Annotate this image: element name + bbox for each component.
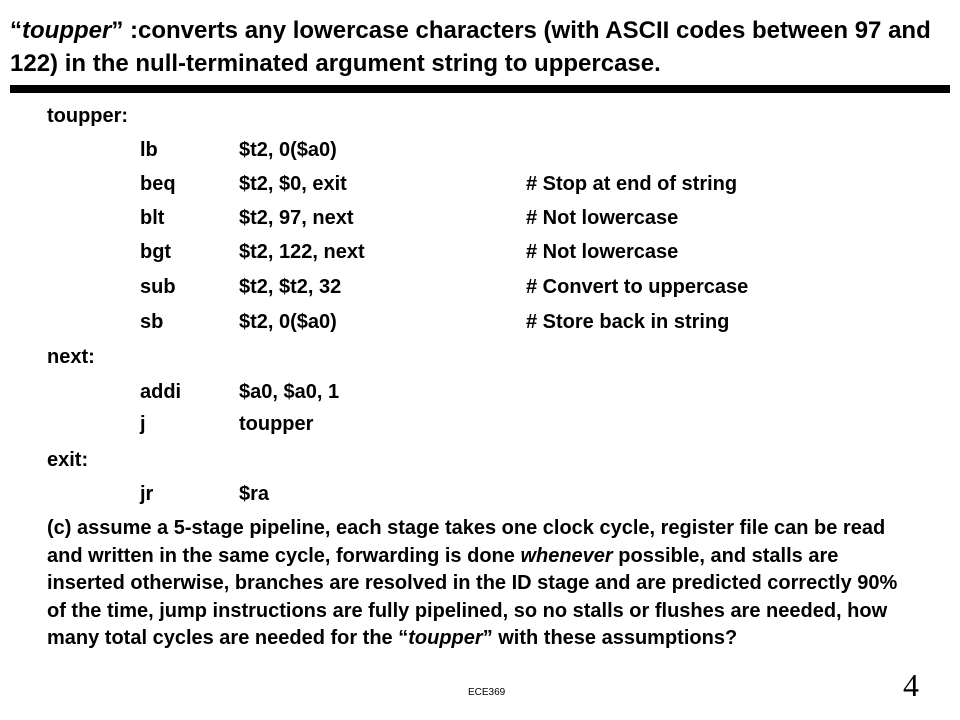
code-comment: # Convert to uppercase — [526, 276, 749, 298]
code-args: $ra — [239, 483, 270, 505]
code-args: toupper — [239, 413, 314, 435]
code-op: addi — [140, 381, 182, 403]
slide-title — [10, 14, 955, 80]
code-comment: # Store back in string — [526, 311, 730, 333]
question-part-1: (c) assume a 5-stage pipeline, each stage takes one clock cycle, register file can be read and written in the same cycle, forwarding is done — [47, 517, 886, 567]
code-args: $t2, 0($a0) — [239, 139, 337, 161]
code-op: sub — [140, 276, 176, 298]
code-op: sb — [140, 311, 164, 333]
code-args: $t2, 122, next — [239, 241, 365, 263]
question-part-3: ” with these assumptions? — [482, 627, 738, 649]
question-emphasis-whenever: whenever — [520, 544, 613, 567]
code-op: j — [140, 413, 146, 435]
code-op: jr — [140, 483, 154, 505]
code-args: $t2, $0, exit — [239, 173, 347, 195]
code-args: $a0, $a0, 1 — [239, 381, 340, 403]
question-part-2: possible, and stalls are inserted otherwise, branches are resolved in the ID stage and are predicted correctly 90% of the time, jump instructions are fully pipelined, so no stalls or flushes are needed, how many total cycles are needed for the “ — [47, 544, 898, 649]
code-comment: # Not lowercase — [526, 241, 679, 263]
code-args: $t2, $t2, 32 — [239, 276, 342, 298]
code-args: $t2, 0($a0) — [239, 311, 337, 333]
title-divider — [10, 85, 950, 93]
page-number: 4 — [903, 667, 919, 703]
title-function-name: toupper — [22, 17, 112, 44]
question-text — [47, 515, 907, 653]
code-label-exit: exit: — [47, 449, 89, 471]
code-op: blt — [140, 207, 165, 229]
code-op: bgt — [140, 241, 172, 263]
code-op: beq — [140, 173, 176, 195]
title-text: :converts any lowercase characters (with ASCII codes between 97 and 122) in the null-terminated argument string to uppercase. — [10, 17, 931, 77]
question-emphasis-toupper: toupper — [408, 627, 483, 649]
title-close-quote: ” — [111, 17, 124, 44]
footer-course-label: ECE369 — [468, 687, 506, 698]
code-op: lb — [140, 139, 158, 161]
code-comment: # Not lowercase — [526, 207, 679, 229]
code-comment: # Stop at end of string — [526, 173, 738, 195]
code-label-next: next: — [47, 346, 95, 368]
code-label-toupper: toupper: — [47, 105, 129, 127]
title-open-quote: “ — [10, 17, 22, 44]
code-args: $t2, 97, next — [239, 207, 354, 229]
